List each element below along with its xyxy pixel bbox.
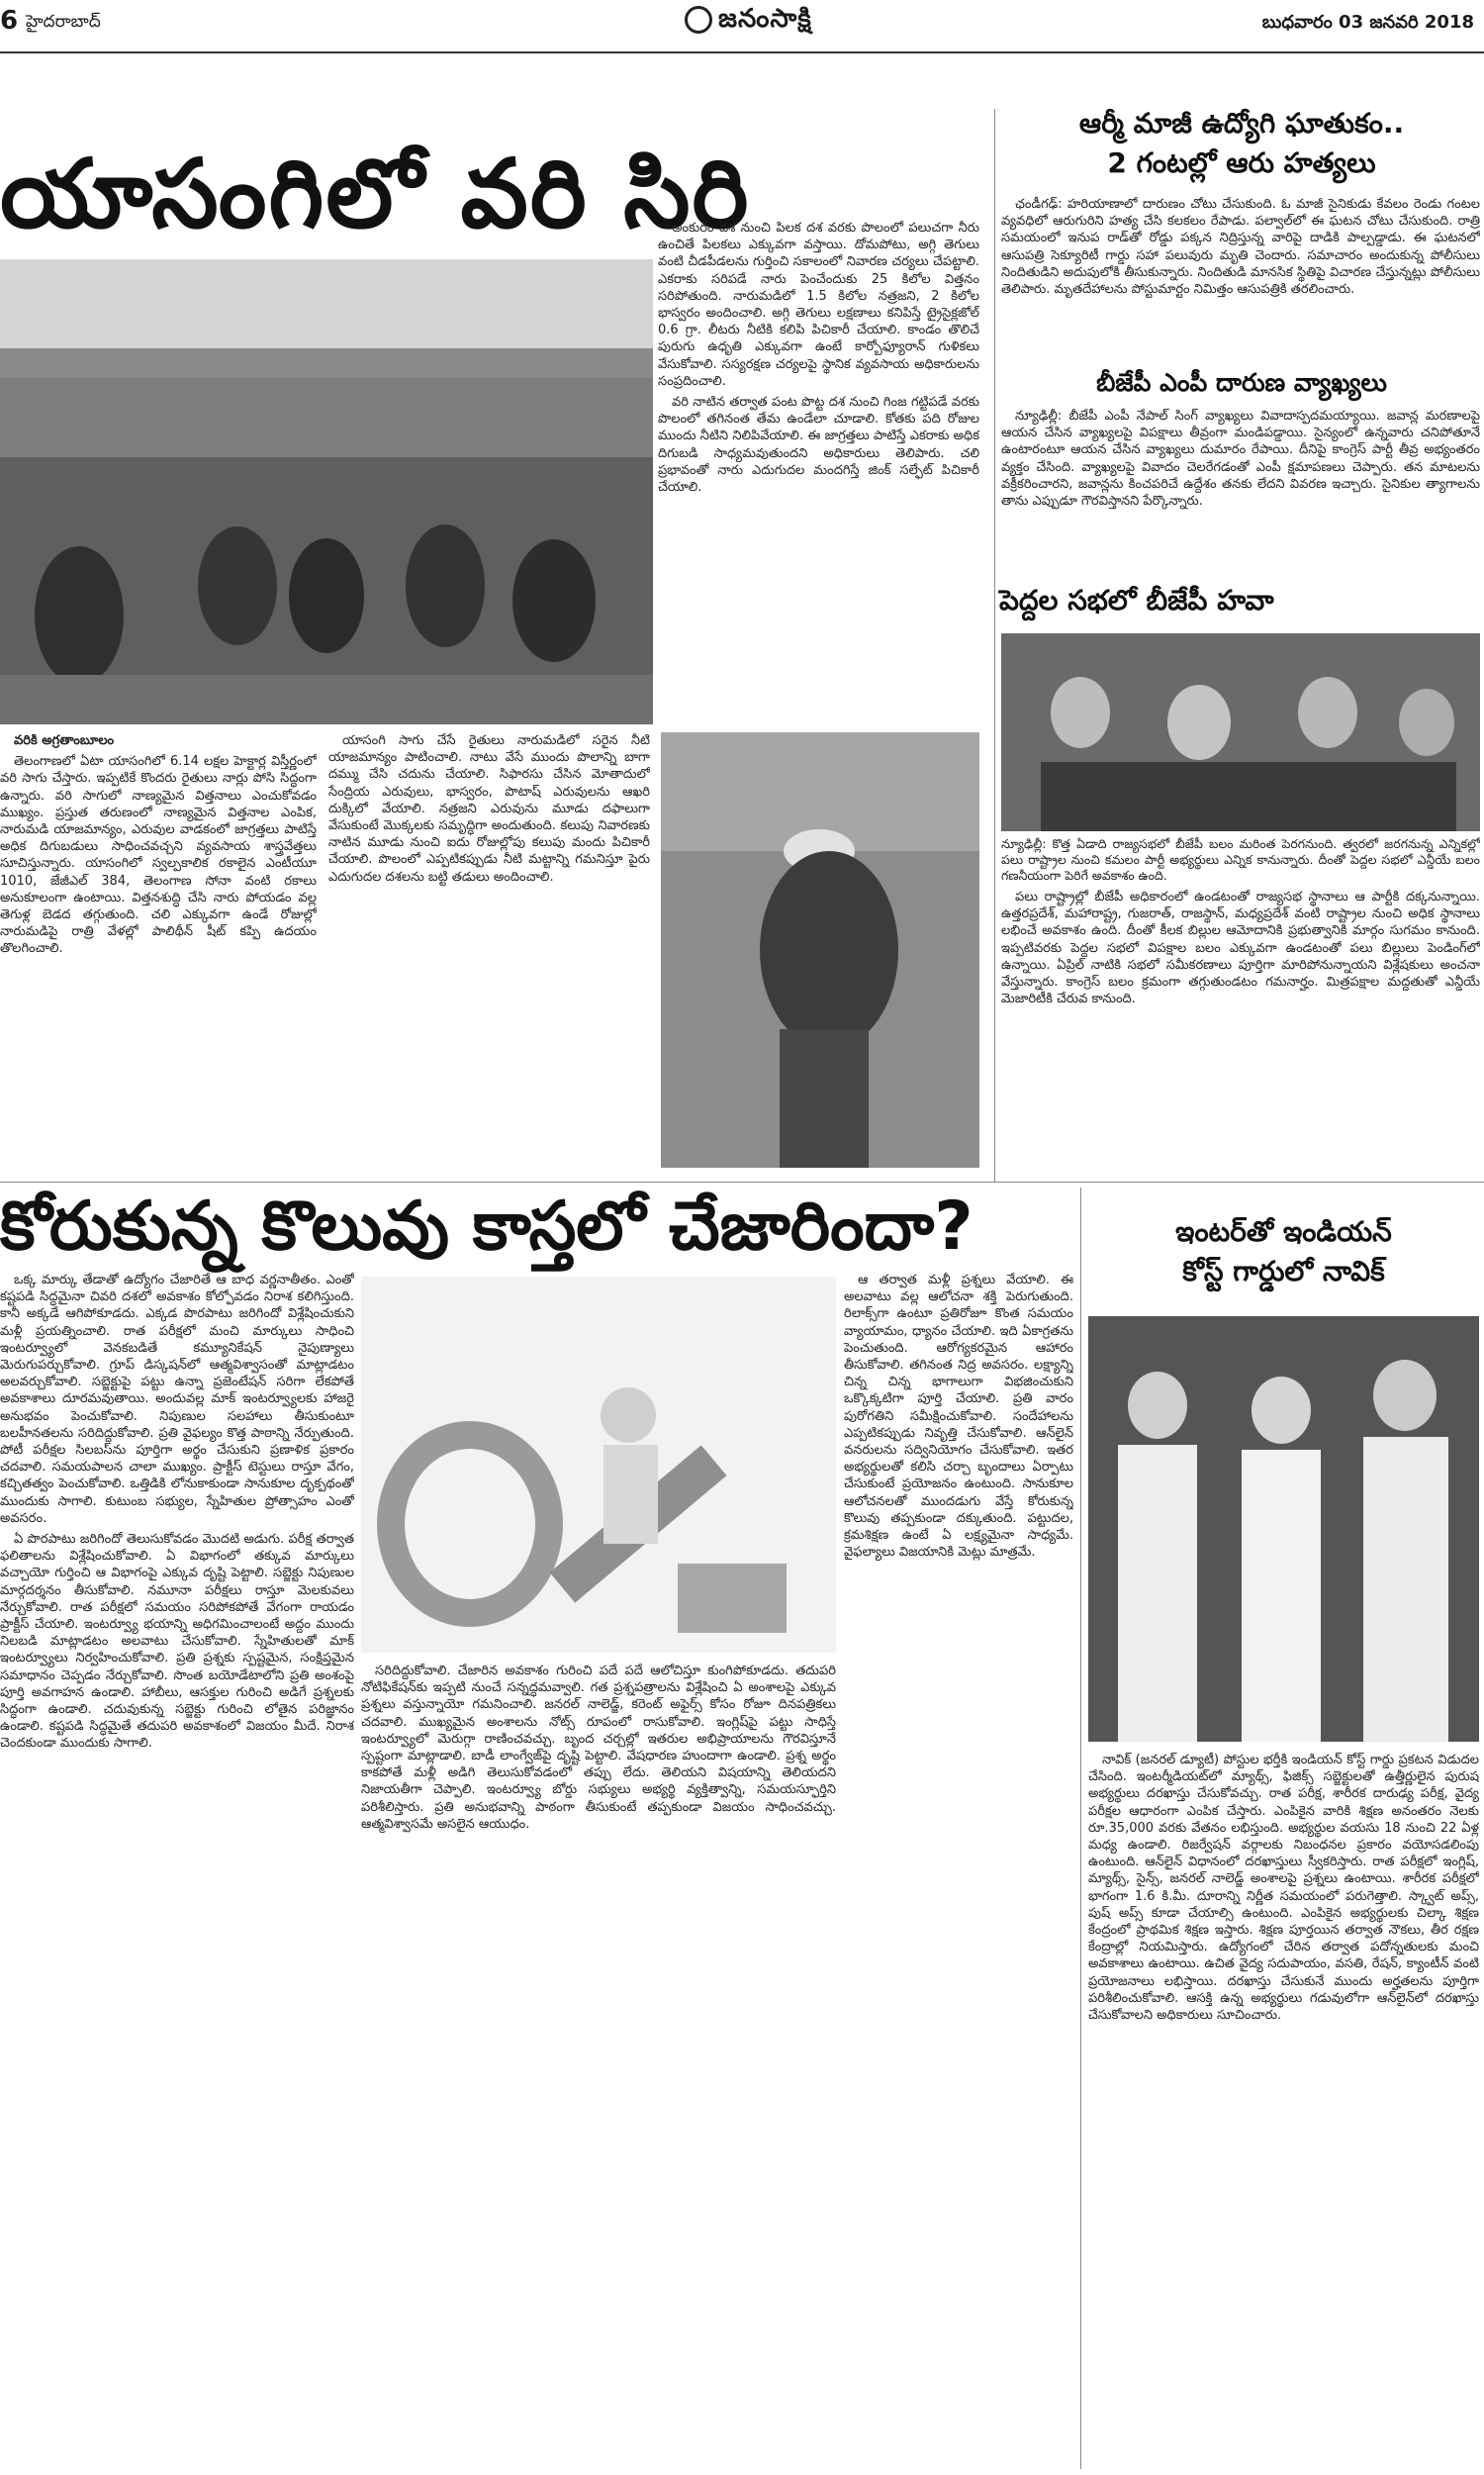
navy-body (1088, 1752, 1479, 2469)
leaders-photo (1001, 633, 1480, 831)
bjp-mp-headline: బీజేపీ ఎంపీ దారుణ వ్యాఖ్యలు (1096, 368, 1387, 397)
paddy-text-2: యాసంగి సాగు చేసే రైతులు నారుమడిలో సరైన నీటి యాజమాన్యం పాటించాలి. నాటు వేసే ముందు పొలాన్ని బాగా దమ్ము చేసి చదును చేయాలి. సిఫారసు చేసిన మోతాదులో సేంద్రియ ఎరువులు, భాస్వరం, పొటాష్ ఎరువులను ఆఖరి దుక్కిలో వేయాలి. నత్రజని ఎరువును మూడు దఫాలుగా వేసుకుంటే మొక్కలకు సమృద్ధిగా అందుతుంది. కలుపు నివారణకు నాటిన మూడు నుంచి ఐదు రోజుల్లోపు కలుపు మందు పిచికారీ చేయాలి. పొలంలో ఎప్పటికప్పుడు నీటి మట్టాన్ని గమనిస్తూ పైరు ఎదుగుదల దశలను బట్టి తడులు అందించాలి. (328, 733, 650, 885)
page-number: 6 (0, 6, 19, 36)
logo-emblem-icon (685, 6, 712, 34)
paddy-text-1: తెలంగాణలో ఏటా యాసంగిలో 6.14 లక్షల హెక్టార్ల విస్తీర్ణంలో వరి సాగు చేస్తారు. ఇప్పటికే కొందరు రైతులు నార్లు పోసి సిద్ధంగా ఉన్నారు. వరి సాగులో నాణ్యమైన విత్తనాలు ఎంచుకోవడం ముఖ్యం. ప్రస్తుత తరుణంలో నాణ్యమైన విత్తనాల ఎంపిక, నారుమడి యాజమాన్యం, ఎరువుల వాడకంలో జాగ్రత్తలు పాటిస్తే అధిక దిగుబడులు సాధించవచ్చని వ్యవసాయ శాస్త్రవేత్తలు సూచిస్తున్నారు. యాసంగిలో స్వల్పకాలిక రకాలైన ఎంటీయూ 1010, జేజీఎల్ 384, తెలంగాణ సోనా వంటి రకాలు అనుకూలంగా ఉంటాయి. విత్తనశుద్ధి చేసి నారు పోయడం వల్ల తెగుళ్ల బెడద తగ్గుతుంది. చలి ఎక్కువగా ఉండే రోజుల్లో నారుమడిపై రాత్రి వేళల్లో పాలిథీన్ షీట్ కప్పి ఉదయం తొలగించాలి. (0, 754, 317, 957)
paddy-column-top (658, 220, 979, 724)
farmer-photo (661, 732, 979, 1168)
edition-city: హైదరాబాద్ (26, 12, 101, 32)
newspaper-name: జనంసాక్షి (718, 4, 812, 34)
leaders-group-image (1001, 633, 1480, 831)
column-divider-2 (1080, 1188, 1081, 2469)
stressed-person-illustration (361, 1277, 836, 1653)
rajya-sabha-headline: పెద్దల సభలో బీజేపీ హవా (999, 584, 1274, 617)
job-text-1: ఒక్క మార్కు తేడాతో ఉద్యోగం చేజారితే ఆ బాధ వర్ణనాతీతం. ఎంతో కష్టపడి సిద్ధమైనా చివరి దశలో అవకాశం కోల్పోవడం నిరాశ కలిగిస్తుంది. కానీ అక్కడే ఆగిపోకూడదు. ఎక్కడ పొరపాటు జరిగిందో విశ్లేషించుకుని మళ్లీ ప్రయత్నించాలి. రాత పరీక్షలో మంచి మార్కులు సాధించి ఇంటర్వ్యూలో వెనకబడితే కమ్యూనికేషన్ నైపుణ్యాలు మెరుగుపర్చుకోవాలి. గ్రూప్ డిస్కషన్‌లో ఆత్మవిశ్వాసంతో మాట్లాడటం అలవర్చుకోవాలి. సబ్జెక్టుపై పట్టు ఉన్నా ప్రజెంటేషన్ సరిగా లేకపోతే అవకాశాలు దూరమవుతాయి. అందువల్ల మాక్ ఇంటర్వ్యూలకు హాజరై అనుభవం పెంచుకోవాలి. నిపుణుల సలహాలు తీసుకుంటూ బలహీనతలను సరిదిద్దుకోవాలి. ప్రతి వైఫల్యం కొత్త పాఠాన్ని నేర్పుతుంది. పోటీ పరీక్షల సిలబస్‌ను పూర్తిగా అర్థం చేసుకుని ప్రణాళిక ప్రకారం చదవాలి. సమయపాలన చాలా ముఖ్యం. ప్రాక్టీస్ టెస్టులు రాస్తూ వేగం, కచ్చితత్వం పెంచుకోవాలి. ఒత్తిడికి లోనుకాకుండా సానుకూల దృక్పథంతో ముందుకు సాగాలి. కుటుంబ సభ్యుల, స్నేహితుల ప్రోత్సాహం ఎంతో అవసరం. (0, 1273, 354, 1526)
paddy-subhead: వరికి అగ్రతాంబూలం (14, 733, 115, 748)
job-column-2 (361, 1663, 836, 2469)
paddy-text-top-cont: వరి నాటిన తర్వాత పంట పొట్ట దశ నుంచి గింజ గట్టిపడే వరకు పొలంలో తగినంత తేమ ఉండేలా చూడాలి. కోతకు పది రోజుల ముందు నీటిని నిలిపివేయాలి. ఈ జాగ్రత్తలు పాటిస్తే ఎకరాకు అధిక దిగుబడి సాధ్యమవుతుందని అధికారులు తెలిపారు. చలి ప్రభావంతో నారు ఎదుగుదల మందగిస్తే జింక్ సల్ఫేట్ పిచికారీ చేయాలి. (658, 395, 979, 496)
masthead-divider (0, 51, 1484, 53)
issue-date: బుధవారం 03 జనవరి 2018 (1261, 12, 1474, 33)
job-column-1 (0, 1272, 354, 2469)
army-text: ఛండీగఢ్‌: హరియాణాలో దారుణం చోటు చేసుకుంది. ఓ మాజీ సైనికుడు కేవలం రెండు గంటల వ్యవధిలో ఆరుగురిని హత్య చేసి కలకలం రేపాడు. పల్వాల్‌లో ఈ ఘటన చోటు చేసుకుంది. రాత్రి సమయంలో ఇనుప రాడ్‌తో రోడ్డు పక్కన నిద్రిస్తున్న వారిపై దాడికి పాల్పడ్డాడు. ఈ ఘటనలో ఆసుపత్రి సెక్యూరిటీ గార్డు సహా పలువురు మృతి చెందారు. సమాచారం అందుకున్న పోలీసులు నిందితుడిని అదుపులోకి తీసుకున్నారు. నిందితుడి మానసిక స్థితిపై విచారణ చేస్తున్నట్లు పోలీసులు తెలిపారు. మృతదేహాలను పోస్టుమార్టం నిమిత్తం ఆసుపత్రికి తరలించారు. (1001, 197, 1480, 298)
paddy-field-photo (0, 259, 653, 724)
column-divider (994, 109, 995, 1183)
farmer-planting-image (661, 732, 979, 1168)
job-column-3 (844, 1272, 1073, 2469)
bjp-mp-body (1001, 408, 1480, 576)
navy-headline-line1: ఇంటర్‌తో ఇండియన్ (1175, 1215, 1392, 1248)
army-headline-line1: ఆర్మీ మాజీ ఉద్యోగి ఘాతుకం.. (1078, 107, 1405, 140)
leaders-caption: న్యూఢిల్లీ: కొత్త ఏడాది రాజ్యసభలో బీజేపీ బలం మరింత పెరగనుంది. త్వరలో జరగనున్న ఎన్నికల్లో పలు రాష్ట్రాల నుంచి కమలం పార్టీ అభ్యర్థులు ఎన్నిక కానున్నారు. దీంతో పెద్దల సభలో ఎన్డీయే బలం గణనీయంగా పెరిగే అవకాశం ఉంది. (1001, 836, 1480, 883)
job-text-3: ఆ తర్వాత మళ్లీ ప్రశ్నలు వేయాలి. ఈ అలవాటు వల్ల ఆలోచనా శక్తి పెరుగుతుంది. రిలాక్స్‌గా ఉంటూ ప్రతిరోజూ కొంత సమయం వ్యాయామం, ధ్యానం చేయాలి. ఇది ఏకాగ్రతను పెంచుతుంది. ఆరోగ్యకరమైన ఆహారం తీసుకోవాలి. తగినంత నిద్ర అవసరం. లక్ష్యాన్ని చిన్న చిన్న భాగాలుగా విభజించుకుని ఒక్కొక్కటిగా పూర్తి చేయాలి. ప్రతి వారం పురోగతిని సమీక్షించుకోవాలి. సందేహాలను ఎప్పటికప్పుడు నివృత్తి చేసుకోవాలి. ఆన్‌లైన్ వనరులను సద్వినియోగం చేసుకోవాలి. ఇతర అభ్యర్థులతో కలిసి చర్చా బృందాలు ఏర్పాటు చేసుకుంటే ప్రయోజనం ఉంటుంది. సానుకూల ఆలోచనలతో ముందడుగు వేస్తే కోరుకున్న కొలువు తప్పకుండా దక్కుతుంది. పట్టుదల, క్రమశిక్షణ ఉంటే ఏ లక్ష్యమైనా సాధ్యమే. వైఫల్యాలు విజయానికి మెట్లు మాత్రమే. (844, 1273, 1073, 1561)
percentage-sign-graphic (361, 1277, 836, 1653)
navy-headline-line2: కోస్ట్ గార్డులో నావిక్ (1182, 1255, 1385, 1287)
job-headline: కోరుకున్న కొలువు కాస్తలో చేజారిందా? (0, 1188, 974, 1266)
bjp-mp-text: న్యూఢిల్లీ: బీజేపీ ఎంపీ నేపాల్ సింగ్ వ్యాఖ్యలు వివాదాస్పదమయ్యాయి. జవాన్ల మరణాలపై ఆయన చేసిన వ్యాఖ్యలపై విపక్షాలు తీవ్రంగా మండిపడ్డాయి. సైన్యంలో ఉన్నవారు చనిపోతూనే ఉంటారంటూ ఆయన చేసిన వ్యాఖ్యలు దుమారం రేపాయి. దీనిపై కాంగ్రెస్ పార్టీ తీవ్ర అభ్యంతరం వ్యక్తం చేసింది. వ్యాఖ్యలపై వివాదం చెలరేగడంతో ఎంపీ క్షమాపణలు చెప్పారు. తన మాటలను వక్రీకరించారని, జవాన్లను కించపరిచే ఉద్దేశం తనకు లేదని వివరణ ఇచ్చారు. సైనికుల త్యాగాలను తాను ఎప్పుడూ గౌరవిస్తానని పేర్కొన్నారు. (1001, 409, 1480, 510)
army-headline-line2: 2 గంటల్లో ఆరు హత్యలు (1107, 146, 1376, 179)
job-text-1b: ఏ పొరపాటు జరిగిందో తెలుసుకోవడం మొదటి అడుగు. పరీక్ష తర్వాత ఫలితాలను విశ్లేషించుకోవాలి. ఏ విభాగంలో తక్కువ మార్కులు వచ్చాయో గుర్తించి ఆ విభాగంపై ఎక్కువ దృష్టి పెట్టాలి. సబ్జెక్టు నిపుణుల మార్గదర్శనం తీసుకోవాలి. నమూనా పరీక్షలు రాస్తూ మెలకువలు నేర్చుకోవాలి. రాత పరీక్షలో సమయం సరిపోకపోతే వేగంగా రాయడం ప్రాక్టీస్ చేయాలి. ఇంటర్వ్యూ భయాన్ని అధిగమించాలంటే అద్దం ముందు నిలబడి మాట్లాడటం అలవాటు చేసుకోవాలి. స్నేహితులతో మాక్ ఇంటర్వ్యూలు నిర్వహించుకోవాలి. ప్రతి ప్రశ్నకు స్పష్టమైన, సంక్షిప్తమైన సమాధానం చెప్పడం నేర్చుకోవాలి. సొంత బయోడేటాలోని ప్రతి అంశంపై పూర్తి అవగాహన ఉండాలి. హాబీలు, ఆసక్తుల గురించి అడిగే ప్రశ్నలకు సిద్ధంగా ఉండాలి. చదువుకున్న సబ్జెక్టు గురించి లోతైన పరిజ్ఞానం ఉండాలి. కష్టపడి సిద్ధమైతే తదుపరి అవకాశంలో విజయం మీదే. నిరాశ చెందకుండా ముందుకు సాగాలి. (0, 1532, 354, 1752)
paddy-text-top: అంకురం దశ నుంచి పిలక దశ వరకు పొలంలో పలుచగా నీరు ఉంచితే పిలకలు ఎక్కువగా వస్తాయి. దోమపోటు, అగ్గి తెగులు వంటి చీడపీడలను గుర్తించి సకాలంలో నివారణ చర్యలు చేపట్టాలి. ఎకరాకు సరిపడే నారు పెంచేందుకు 25 కిలోల విత్తనం సరిపోతుంది. నారుమడిలో 1.5 కిలోల నత్రజని, 2 కిలోల భాస్వరం అందించాలి. అగ్గి తెగులు లక్షణాలు కనిపిస్తే ట్రైసైక్లజోల్ 0.6 గ్రా. లీటరు నీటికి కలిపి పిచికారీ చేయాలి. కాండం తొలిచే పురుగు ఉధృతి ఎక్కువగా ఉంటే కార్బోఫ్యూరాన్ గుళికలు వేసుకోవాలి. సస్యరక్షణ చర్యలపై స్థానిక వ్యవసాయ అధికారులను సంప్రదించాలి. (658, 221, 979, 389)
paddy-column-2 (328, 732, 650, 1168)
newspaper-logo (685, 4, 812, 40)
rajya-sabha-body (1001, 889, 1480, 1176)
rajya-sabha-text: పలు రాష్ట్రాల్లో బీజేపీ అధికారంలో ఉండటంతో రాజ్యసభ స్థానాలు ఆ పార్టీకి దక్కనున్నాయి. ఉత్తరప్రదేశ్, మహారాష్ట్ర, గుజరాత్, రాజస్థాన్, మధ్యప్రదేశ్ వంటి రాష్ట్రాల నుంచి అధిక స్థానాలు లభించే అవకాశం ఉంది. దీంతో కీలక బిల్లుల ఆమోదానికి ప్రభుత్వానికి మార్గం సుగమం కానుంది. ఇప్పటివరకు పెద్దల సభలో విపక్షాల బలం ఎక్కువగా ఉండటంతో పలు బిల్లులు పెండింగ్‌లో ఉన్నాయి. ఏప్రిల్ నాటికి సభలో సమీకరణాలు పూర్తిగా మారిపోనున్నాయని విశ్లేషకులు అంచనా వేస్తున్నారు. కాంగ్రెస్ బలం క్రమంగా తగ్గుతుండటం గమనార్హం. మిత్రపక్షాల మద్దతుతో ఎన్డీయే మెజారిటీకి చేరువ కానుంది. (1001, 890, 1480, 1007)
coast-guard-photo (1088, 1316, 1479, 1742)
job-text-2: సరిదిద్దుకోవాలి. చేజారిన అవకాశం గురించి పదే పదే ఆలోచిస్తూ కుంగిపోకూడదు. తదుపరి నోటిఫికేషన్‌కు ఇప్పటి నుంచే సన్నద్ధమవ్వాలి. గత ప్రశ్నపత్రాలను విశ్లేషించి ఏ అంశాలపై ఎక్కువ ప్రశ్నలు వస్తున్నాయో గమనించాలి. జనరల్ నాలెడ్జ్, కరెంట్ అఫైర్స్ కోసం రోజూ దినపత్రికలు చదవాలి. ముఖ్యమైన అంశాలను నోట్స్ రూపంలో రాసుకోవాలి. ఇంగ్లిష్‌పై పట్టు సాధిస్తే ఇంటర్వ్యూలో మెరుగ్గా రాణించవచ్చు. బృంద చర్చల్లో ఇతరుల అభిప్రాయాలను గౌరవిస్తూనే స్పష్టంగా మాట్లాడాలి. బాడీ లాంగ్వేజ్‌పై దృష్టి పెట్టాలి. వేషధారణ హుందాగా ఉండాలి. ప్రశ్న అర్థం కాకపోతే మళ్లీ అడిగి తెలుసుకోవడంలో తప్పు లేదు. తెలియని విషయాన్ని తెలియదని నిజాయతీగా చెప్పాలి. ఇంటర్వ్యూ బోర్డు సభ్యులు అభ్యర్థి వ్యక్తిత్వాన్ని, సమయస్ఫూర్తిని పరిశీలిస్తారు. ప్రతి అనుభవాన్ని పాఠంగా తీసుకుంటే తప్పకుండా విజయం సాధించవచ్చు. ఆత్మవిశ్వాసమే అసలైన ఆయుధం. (361, 1664, 836, 1832)
paddy-column-1 (0, 732, 317, 1168)
section-divider (0, 1182, 1484, 1183)
army-body (1001, 196, 1480, 362)
coast-guard-officers-image (1088, 1316, 1479, 1742)
paddy-headline: యాసంగిలో వరి సిరి (0, 139, 751, 249)
navy-text: నావిక్ (జనరల్ డ్యూటీ) పోస్టుల భర్తీకి ఇండియన్ కోస్ట్ గార్డు ప్రకటన విడుదల చేసింది. ఇంటర్మీడియట్‌లో మ్యాథ్స్, ఫిజిక్స్ సబ్జెక్టులతో ఉత్తీర్ణులైన పురుష అభ్యర్థులు దరఖాస్తు చేసుకోవచ్చు. రాత పరీక్ష, శారీరక దారుఢ్య పరీక్ష, వైద్య పరీక్షల ఆధారంగా ఎంపిక చేస్తారు. ఎంపికైన వారికి శిక్షణ అనంతరం నెలకు రూ.35,000 వరకు వేతనం లభిస్తుంది. అభ్యర్థుల వయసు 18 నుంచి 22 ఏళ్ల మధ్య ఉండాలి. రిజర్వేషన్ వర్గాలకు నిబంధనల ప్రకారం వయోసడలింపు ఉంటుంది. ఆన్‌లైన్ విధానంలో దరఖాస్తులు స్వీకరిస్తారు. రాత పరీక్షలో ఇంగ్లిష్, మ్యాథ్స్, సైన్స్, జనరల్ నాలెడ్జ్ అంశాలపై ప్రశ్నలు ఉంటాయి. శారీరక పరీక్షలో భాగంగా 1.6 కి.మీ. దూరాన్ని నిర్ణీత సమయంలో పరుగెత్తాలి. స్క్వాట్ అప్స్, పుష్ అప్స్ కూడా చేయాల్సి ఉంటుంది. ఎంపికైన అభ్యర్థులకు చిల్కా శిక్షణ కేంద్రంలో ప్రాథమిక శిక్షణ ఇస్తారు. శిక్షణ పూర్తయిన తర్వాత నౌకలు, తీర రక్షణ కేంద్రాల్లో నియమిస్తారు. ఉద్యోగంలో చేరిన తర్వాత పదోన్నతులకు మంచి అవకాశాలు ఉంటాయి. ఉచిత వైద్య సదుపాయం, వసతి, రేషన్, క్యాంటీన్ వంటి ప్రయోజనాలు లభిస్తాయి. దరఖాస్తు చేసుకునే ముందు అర్హతలను పూర్తిగా పరిశీలించుకోవాలి. ఆసక్తి ఉన్న అభ్యర్థులు గడువులోగా ఆన్‌లైన్‌లో దరఖాస్తు చేసుకోవాలని అధికారులు సూచించారు. (1088, 1753, 1479, 2024)
paddy-field-image (0, 259, 653, 724)
